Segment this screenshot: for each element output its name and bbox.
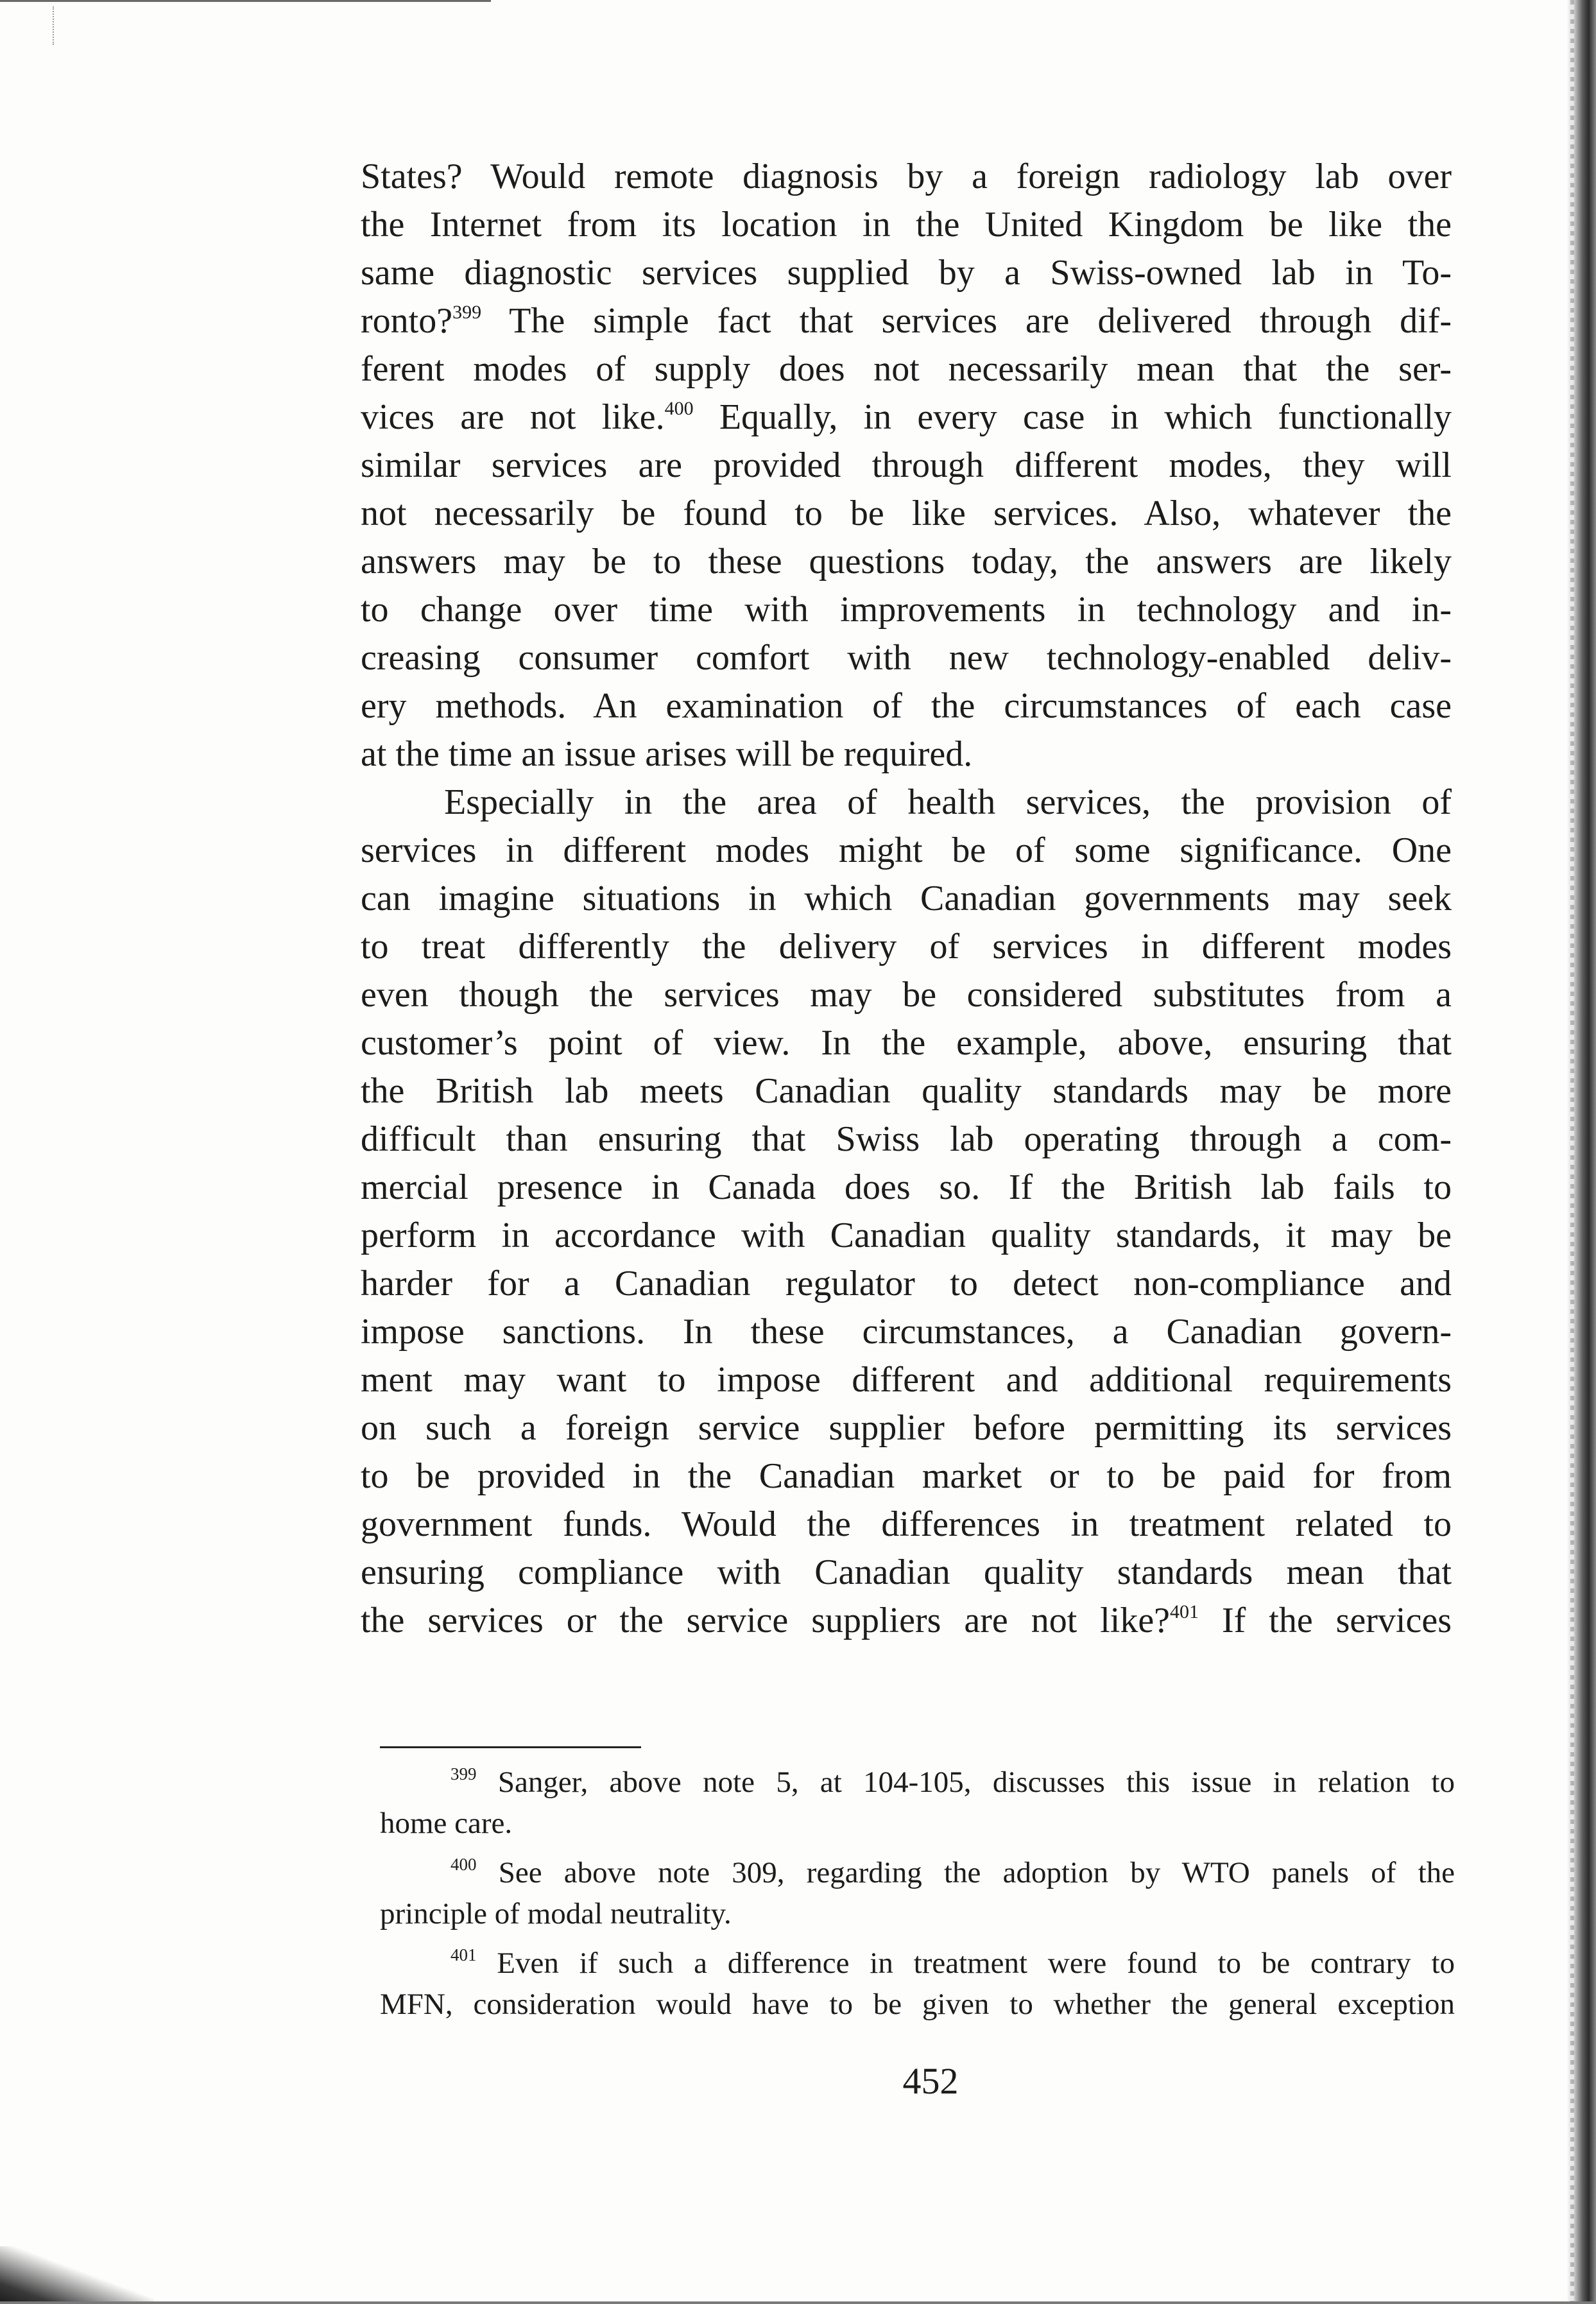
body-text-span: If the services xyxy=(1199,1601,1452,1640)
body-line: same diagnostic services supplied by a Swiss-owned lab in To- xyxy=(361,253,1452,293)
body-line: ment may want to impose different and additional requirements xyxy=(361,1360,1452,1400)
body-line: government funds. Would the differences in treatment related to xyxy=(361,1504,1452,1544)
body-line: services in different modes might be of some significance. One xyxy=(361,830,1452,870)
body-line: to treat differently the delivery of services in different modes xyxy=(361,927,1452,967)
body-line: not necessarily be found to be like services. Also, whatever the xyxy=(361,494,1452,533)
footnote-separator xyxy=(380,1746,641,1748)
body-line: ferent modes of supply does not necessarily mean that the ser- xyxy=(361,349,1452,389)
body-text-span: ronto? xyxy=(361,301,453,341)
page-number: 452 xyxy=(902,2060,959,2102)
body-line: ensuring compliance with Canadian quality standards mean that xyxy=(361,1552,1452,1592)
footnote-399 xyxy=(380,1762,1455,1803)
footnote-text: Even if such a difference in treatment were found to be contrary to xyxy=(476,1947,1455,1980)
body-line xyxy=(361,297,1452,345)
body-text-span: Equally, in every case in which functionally xyxy=(693,397,1452,437)
body-line: on such a foreign service supplier before permitting its services xyxy=(361,1408,1452,1448)
footnote-ref-399: 399 xyxy=(452,302,482,323)
scan-corner-shadow xyxy=(0,2246,154,2304)
body-line: mercial presence in Canada does so. If the British lab fails to xyxy=(361,1167,1452,1207)
footnote-text: See above note 309, regarding the adoption by WTO panels of the xyxy=(476,1856,1455,1889)
book-binding-edge xyxy=(1566,0,1596,2304)
body-line: ery methods. An examination of the circumstances of each case xyxy=(361,686,1452,726)
body-line: answers may be to these questions today, the answers are likely xyxy=(361,542,1452,581)
body-line: difficult than ensuring that Swiss lab operating through a com- xyxy=(361,1119,1452,1159)
body-line: the British lab meets Canadian quality standards may be more xyxy=(361,1071,1452,1111)
body-text-span: The simple fact that services are delivered through dif- xyxy=(481,301,1452,341)
scan-bottom-edge xyxy=(0,2301,1596,2304)
body-line: States? Would remote diagnosis by a foreign radiology lab over xyxy=(361,157,1452,196)
body-text xyxy=(361,153,1452,1645)
footnote-number: 399 xyxy=(450,1764,477,1784)
body-line: creasing consumer comfort with new technology-enabled deliv- xyxy=(361,638,1452,678)
footnote-number: 401 xyxy=(450,1945,477,1964)
footnotes xyxy=(380,1762,1455,2025)
body-text-span: vices are not like. xyxy=(361,397,665,437)
body-line: even though the services may be considered substitutes from a xyxy=(361,975,1452,1015)
body-line xyxy=(361,393,1452,442)
body-line: at the time an issue arises will be required. xyxy=(361,734,973,774)
footnote-text: principle of modal neutrality. xyxy=(380,1897,732,1930)
footnote-ref-401: 401 xyxy=(1170,1601,1199,1622)
footnote-number: 400 xyxy=(450,1855,477,1874)
footnote-401 xyxy=(380,1943,1455,1984)
paragraph-first-line: Especially in the area of health services, the provision of xyxy=(444,782,1452,822)
footnote-text: home care. xyxy=(380,1807,513,1840)
body-text-span: the services or the service suppliers are not like? xyxy=(361,1601,1171,1640)
footnote-400 xyxy=(380,1852,1455,1893)
body-line: can imagine situations in which Canadian governments may seek xyxy=(361,879,1452,918)
body-line: similar services are provided through different modes, they will xyxy=(361,445,1452,485)
footnote-text: MFN, consideration would have to be given to whether the general exception xyxy=(380,1988,1455,2021)
body-line: harder for a Canadian regulator to detect non-compliance and xyxy=(361,1264,1452,1303)
body-line xyxy=(361,1597,1452,1645)
footnote-text: Sanger, above note 5, at 104-105, discusses this issue in relation to xyxy=(476,1766,1455,1799)
body-line: to change over time with improvements in technology and in- xyxy=(361,590,1452,630)
body-line: impose sanctions. In these circumstances, a Canadian govern- xyxy=(361,1312,1452,1352)
body-line: the Internet from its location in the United Kingdom be like the xyxy=(361,205,1452,245)
body-line: perform in accordance with Canadian quality standards, it may be xyxy=(361,1216,1452,1255)
scan-top-edge xyxy=(0,0,491,2)
footnote-ref-400: 400 xyxy=(664,398,694,419)
scan-speckle xyxy=(53,6,59,45)
body-line: customer’s point of view. In the example, above, ensuring that xyxy=(361,1023,1452,1063)
body-line: to be provided in the Canadian market or to be paid for from xyxy=(361,1456,1452,1496)
